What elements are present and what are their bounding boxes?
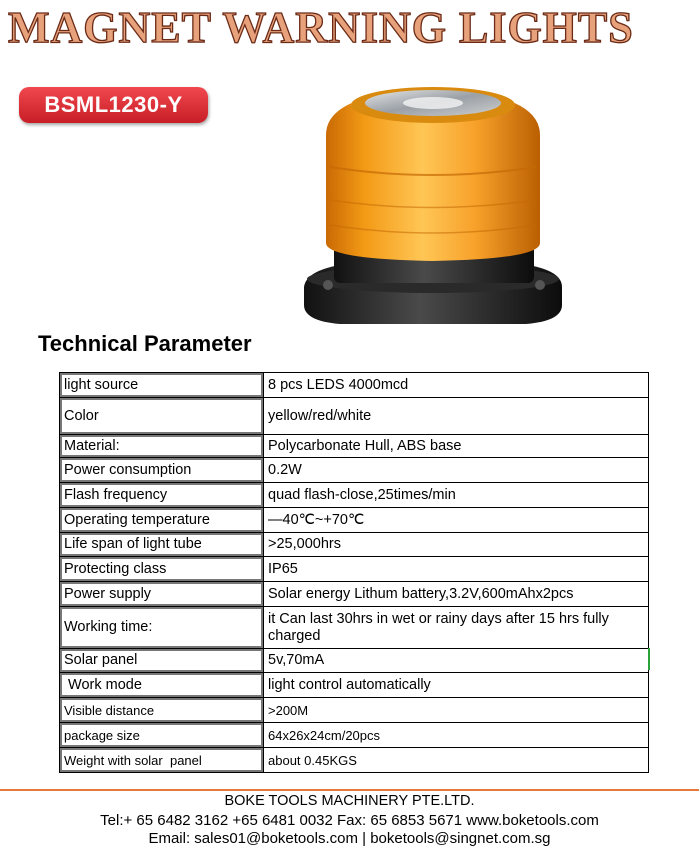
spec-label: Life span of light tube [60, 533, 264, 557]
footer-divider [0, 789, 699, 791]
spec-label: Material: [60, 435, 264, 458]
table-row [60, 582, 649, 607]
table-row [60, 483, 649, 508]
spec-value: —40℃~+70℃ [264, 508, 649, 533]
page-title: MAGNET WARNING LIGHTS [8, 3, 634, 52]
spec-label: Work mode [60, 673, 264, 698]
spec-value: it Can last 30hrs in wet or rainy days after 15 hrs fully charged [264, 607, 649, 649]
spec-label: Weight with solar panel [60, 748, 264, 773]
spec-value: 0.2W [264, 458, 649, 483]
table-row [60, 458, 649, 483]
warning-light-image [300, 75, 565, 330]
spec-label: Working time: [60, 607, 264, 649]
spec-value: 8 pcs LEDS 4000mcd [264, 373, 649, 398]
table-row [60, 373, 649, 398]
table-row [60, 723, 649, 748]
cell-border-mark [648, 648, 650, 670]
table-row [60, 698, 649, 723]
spec-value: yellow/red/white [264, 398, 649, 435]
spec-table [59, 372, 649, 773]
section-heading: Technical Parameter [38, 331, 252, 356]
table-row [60, 533, 649, 557]
table-row [60, 435, 649, 458]
spec-label: package size [60, 723, 264, 748]
spec-value: >200M [264, 698, 649, 723]
table-row [60, 673, 649, 698]
spec-value: Solar energy Lithum battery,3.2V,600mAhx2pcs [264, 582, 649, 607]
spec-value: 64x26x24cm/20pcs [264, 723, 649, 748]
email-line: Email: sales01@boketools.com | boketools@singnet.com.sg [148, 830, 551, 847]
spec-label: Protecting class [60, 557, 264, 582]
spec-label: Flash frequency [60, 483, 264, 508]
spec-label: Color [60, 398, 264, 435]
spec-value: about 0.45KGS [264, 748, 649, 773]
spec-label: Visible distance [60, 698, 264, 723]
table-row [60, 398, 649, 435]
spec-value: 5v,70mA [264, 649, 649, 673]
contact-line: Tel:+ 65 6482 3162 +65 6481 0032 Fax: 65 6853 5671 www.boketools.com [100, 812, 599, 829]
table-row [60, 508, 649, 533]
spec-label: Solar panel [60, 649, 264, 673]
spec-value: >25,000hrs [264, 533, 649, 557]
spec-value: IP65 [264, 557, 649, 582]
spec-label: light source [60, 373, 264, 398]
company-name: BOKE TOOLS MACHINERY PTE.LTD. [224, 793, 475, 809]
spec-label: Operating temperature [60, 508, 264, 533]
spec-label: Power consumption [60, 458, 264, 483]
spec-value: light control automatically [264, 673, 649, 698]
table-row [60, 748, 649, 773]
table-row [60, 607, 649, 649]
table-row [60, 557, 649, 582]
spec-label: Power supply [60, 582, 264, 607]
spec-value: quad flash-close,25times/min [264, 483, 649, 508]
spec-value: Polycarbonate Hull, ABS base [264, 435, 649, 458]
table-row [60, 649, 649, 673]
model-badge: BSML1230-Y [19, 87, 208, 123]
